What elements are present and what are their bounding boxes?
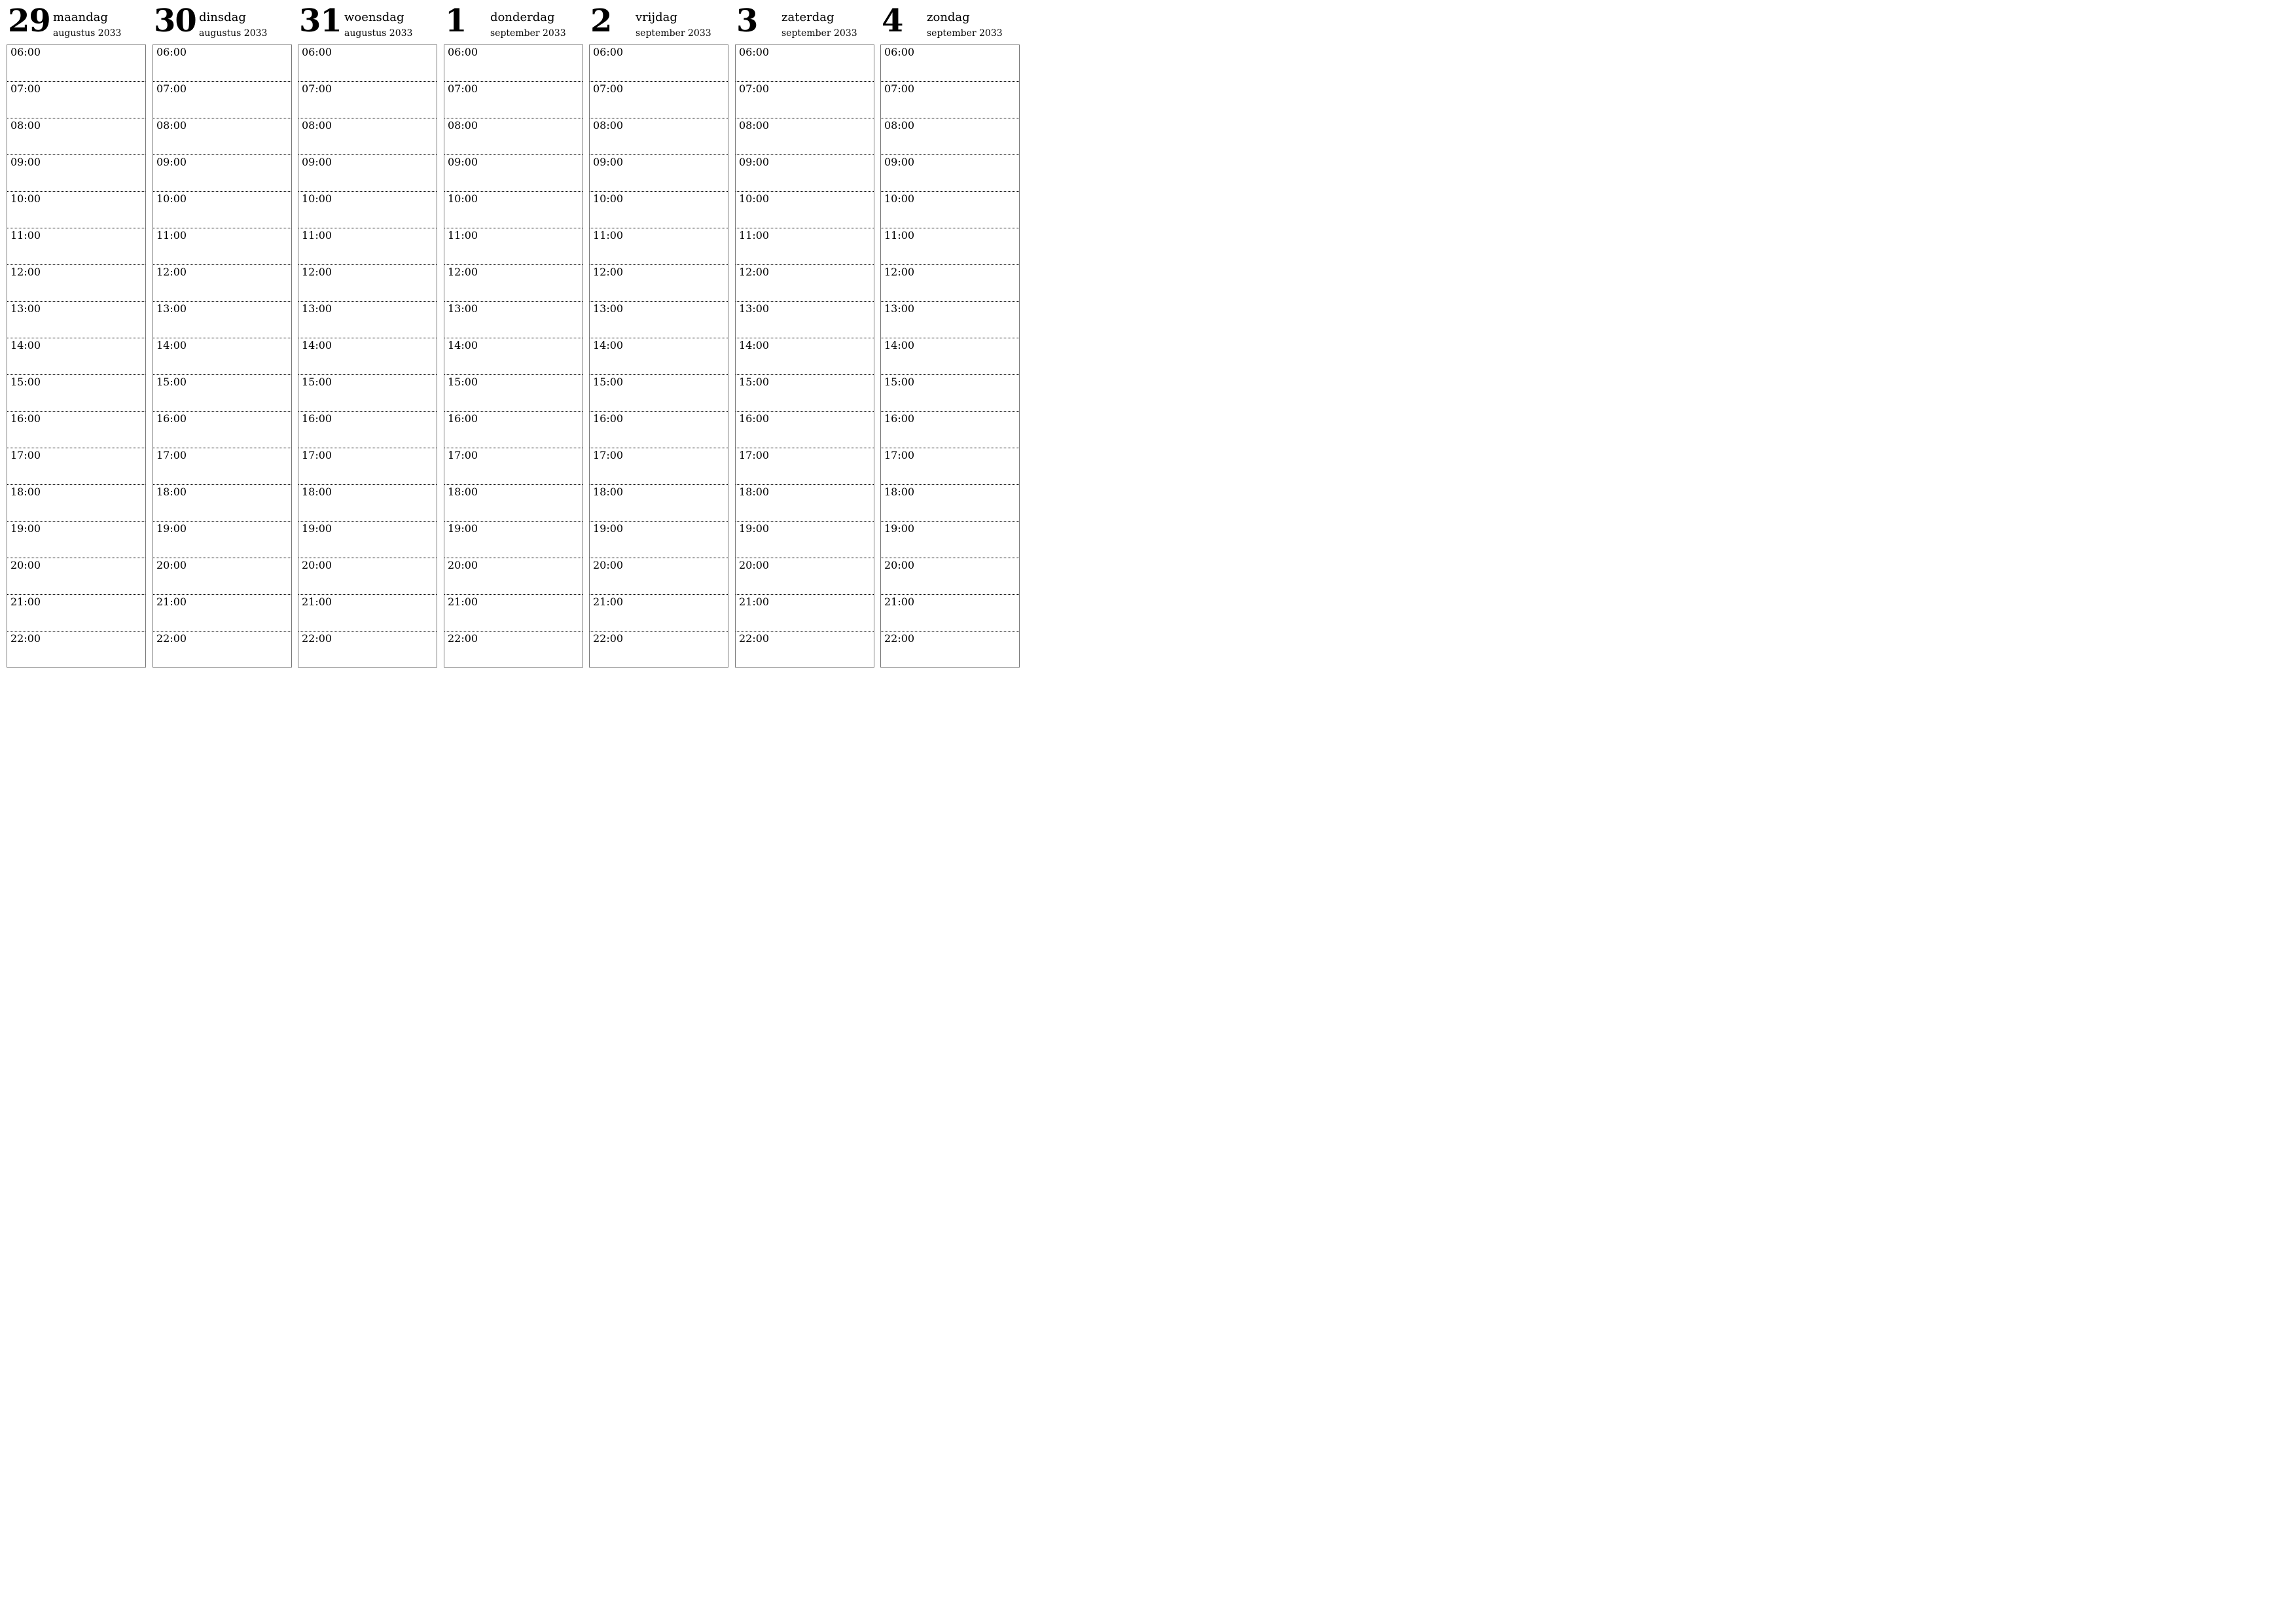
day-header — [735, 0, 874, 45]
hour-label: 18:00 — [593, 486, 624, 498]
hour-label: 20:00 — [10, 559, 41, 571]
hour-label: 21:00 — [739, 596, 770, 608]
hour-label: 16:00 — [593, 412, 624, 425]
hour-label: 17:00 — [884, 449, 915, 461]
hour-slot[interactable] — [881, 522, 1019, 558]
hour-label: 06:00 — [739, 46, 770, 58]
hour-label: 13:00 — [884, 302, 915, 315]
day-column — [7, 0, 146, 671]
hour-slot[interactable] — [881, 82, 1019, 118]
hour-label: 08:00 — [10, 119, 41, 132]
month-year: september 2033 — [636, 28, 711, 39]
month-year: september 2033 — [490, 28, 566, 39]
hour-label: 21:00 — [593, 596, 624, 608]
hour-grid — [298, 45, 437, 668]
hour-slot[interactable] — [444, 558, 583, 595]
hour-slot[interactable] — [881, 118, 1019, 155]
hour-label: 15:00 — [156, 376, 187, 388]
hour-slot[interactable] — [444, 448, 583, 485]
hour-label: 19:00 — [156, 522, 187, 535]
hour-label: 15:00 — [739, 376, 770, 388]
hour-slot[interactable] — [736, 118, 874, 155]
hour-label: 11:00 — [156, 229, 187, 241]
hour-label: 11:00 — [739, 229, 770, 241]
hour-slot[interactable] — [736, 558, 874, 595]
hour-label: 12:00 — [884, 266, 915, 278]
day-number: 4 — [882, 3, 903, 39]
hour-label: 13:00 — [156, 302, 187, 315]
hour-label: 21:00 — [10, 596, 41, 608]
hour-slot[interactable] — [298, 448, 437, 485]
hour-slot[interactable] — [444, 595, 583, 632]
hour-slot[interactable] — [298, 595, 437, 632]
hour-slot[interactable] — [736, 412, 874, 448]
hour-label: 22:00 — [302, 632, 332, 645]
hour-slot[interactable] — [444, 485, 583, 522]
hour-slot[interactable] — [444, 45, 583, 82]
hour-slot[interactable] — [298, 522, 437, 558]
hour-slot[interactable] — [153, 338, 291, 375]
month-year: augustus 2033 — [53, 28, 122, 39]
hour-slot[interactable] — [7, 558, 145, 595]
hour-slot[interactable] — [298, 45, 437, 82]
hour-label: 16:00 — [302, 412, 332, 425]
hour-label: 09:00 — [302, 156, 332, 168]
hour-slot[interactable] — [153, 558, 291, 595]
hour-label: 13:00 — [593, 302, 624, 315]
month-year: september 2033 — [927, 28, 1003, 39]
hour-slot[interactable] — [881, 155, 1019, 192]
hour-slot[interactable] — [736, 45, 874, 82]
hour-label: 10:00 — [10, 192, 41, 205]
hour-label: 10:00 — [593, 192, 624, 205]
hour-label: 22:00 — [884, 632, 915, 645]
hour-slot[interactable] — [7, 448, 145, 485]
hour-label: 17:00 — [593, 449, 624, 461]
hour-slot[interactable] — [736, 155, 874, 192]
hour-label: 08:00 — [593, 119, 624, 132]
hour-slot[interactable] — [590, 375, 728, 412]
hour-label: 10:00 — [739, 192, 770, 205]
hour-label: 09:00 — [884, 156, 915, 168]
hour-slot[interactable] — [881, 558, 1019, 595]
hour-slot[interactable] — [590, 228, 728, 265]
hour-label: 16:00 — [448, 412, 478, 425]
hour-slot[interactable] — [736, 265, 874, 302]
hour-label: 18:00 — [156, 486, 187, 498]
hour-label: 13:00 — [448, 302, 478, 315]
hour-slot[interactable] — [298, 558, 437, 595]
hour-label: 21:00 — [448, 596, 478, 608]
hour-slot[interactable] — [153, 595, 291, 632]
hour-label: 22:00 — [156, 632, 187, 645]
hour-label: 13:00 — [10, 302, 41, 315]
hour-label: 15:00 — [448, 376, 478, 388]
hour-label: 22:00 — [448, 632, 478, 645]
hour-slot[interactable] — [590, 118, 728, 155]
hour-label: 10:00 — [884, 192, 915, 205]
hour-slot[interactable] — [298, 338, 437, 375]
hour-label: 08:00 — [448, 119, 478, 132]
day-column — [444, 0, 583, 671]
weekday-name: zaterdag — [781, 10, 834, 24]
hour-label: 19:00 — [302, 522, 332, 535]
hour-slot[interactable] — [736, 522, 874, 558]
hour-label: 20:00 — [448, 559, 478, 571]
hour-slot[interactable] — [881, 375, 1019, 412]
hour-slot[interactable] — [298, 228, 437, 265]
hour-label: 11:00 — [302, 229, 332, 241]
hour-slot[interactable] — [590, 192, 728, 228]
hour-label: 18:00 — [10, 486, 41, 498]
day-column — [298, 0, 437, 671]
hour-slot[interactable] — [7, 45, 145, 82]
hour-label: 09:00 — [593, 156, 624, 168]
hour-slot[interactable] — [736, 485, 874, 522]
hour-slot[interactable] — [736, 192, 874, 228]
hour-label: 14:00 — [739, 339, 770, 351]
hour-label: 21:00 — [156, 596, 187, 608]
hour-slot[interactable] — [7, 228, 145, 265]
hour-label: 22:00 — [739, 632, 770, 645]
day-number: 3 — [736, 3, 758, 39]
weekday-name: donderdag — [490, 10, 555, 24]
hour-slot[interactable] — [298, 118, 437, 155]
hour-slot[interactable] — [153, 155, 291, 192]
hour-slot[interactable] — [298, 485, 437, 522]
weekly-planner — [7, 0, 1020, 671]
hour-label: 21:00 — [884, 596, 915, 608]
day-number: 2 — [590, 3, 612, 39]
hour-slot[interactable] — [7, 302, 145, 338]
hour-label: 17:00 — [10, 449, 41, 461]
hour-label: 09:00 — [156, 156, 187, 168]
weekday-name: woensdag — [344, 10, 404, 24]
hour-slot[interactable] — [153, 375, 291, 412]
hour-grid — [444, 45, 583, 668]
hour-slot[interactable] — [153, 522, 291, 558]
hour-label: 11:00 — [10, 229, 41, 241]
hour-slot[interactable] — [298, 302, 437, 338]
hour-slot[interactable] — [444, 522, 583, 558]
hour-slot[interactable] — [153, 82, 291, 118]
hour-slot[interactable] — [736, 302, 874, 338]
hour-label: 09:00 — [448, 156, 478, 168]
hour-slot[interactable] — [444, 192, 583, 228]
hour-slot[interactable] — [881, 192, 1019, 228]
hour-label: 19:00 — [448, 522, 478, 535]
hour-slot[interactable] — [298, 412, 437, 448]
hour-slot[interactable] — [298, 265, 437, 302]
hour-slot[interactable] — [7, 632, 145, 668]
day-number: 1 — [445, 3, 467, 39]
hour-slot[interactable] — [881, 485, 1019, 522]
day-column — [589, 0, 728, 671]
hour-slot[interactable] — [444, 118, 583, 155]
month-year: september 2033 — [781, 28, 857, 39]
hour-slot[interactable] — [7, 595, 145, 632]
hour-grid — [152, 45, 292, 668]
hour-label: 15:00 — [593, 376, 624, 388]
hour-label: 11:00 — [448, 229, 478, 241]
hour-slot[interactable] — [153, 448, 291, 485]
hour-label: 19:00 — [884, 522, 915, 535]
hour-slot[interactable] — [881, 338, 1019, 375]
hour-slot[interactable] — [736, 228, 874, 265]
hour-slot[interactable] — [153, 192, 291, 228]
hour-label: 11:00 — [593, 229, 624, 241]
hour-slot[interactable] — [7, 118, 145, 155]
day-number: 31 — [299, 3, 342, 39]
hour-slot[interactable] — [590, 302, 728, 338]
hour-label: 17:00 — [739, 449, 770, 461]
hour-slot[interactable] — [444, 82, 583, 118]
hour-slot[interactable] — [590, 155, 728, 192]
hour-slot[interactable] — [444, 155, 583, 192]
hour-label: 10:00 — [302, 192, 332, 205]
hour-label: 17:00 — [448, 449, 478, 461]
day-column — [880, 0, 1020, 671]
hour-slot[interactable] — [444, 338, 583, 375]
day-header — [7, 0, 146, 45]
hour-label: 07:00 — [739, 82, 770, 95]
hour-grid — [589, 45, 728, 668]
hour-label: 22:00 — [593, 632, 624, 645]
hour-label: 19:00 — [10, 522, 41, 535]
hour-grid — [880, 45, 1020, 668]
hour-slot[interactable] — [7, 375, 145, 412]
hour-label: 16:00 — [884, 412, 915, 425]
hour-slot[interactable] — [7, 155, 145, 192]
hour-label: 20:00 — [739, 559, 770, 571]
hour-slot[interactable] — [444, 265, 583, 302]
hour-slot[interactable] — [590, 522, 728, 558]
hour-label: 15:00 — [884, 376, 915, 388]
hour-slot[interactable] — [153, 228, 291, 265]
hour-label: 20:00 — [884, 559, 915, 571]
hour-label: 07:00 — [10, 82, 41, 95]
month-year: augustus 2033 — [344, 28, 413, 39]
hour-slot[interactable] — [7, 485, 145, 522]
hour-label: 06:00 — [156, 46, 187, 58]
hour-label: 22:00 — [10, 632, 41, 645]
hour-label: 20:00 — [156, 559, 187, 571]
hour-slot[interactable] — [444, 375, 583, 412]
hour-slot[interactable] — [444, 302, 583, 338]
hour-label: 12:00 — [593, 266, 624, 278]
hour-label: 07:00 — [302, 82, 332, 95]
hour-label: 13:00 — [739, 302, 770, 315]
hour-label: 15:00 — [302, 376, 332, 388]
hour-slot[interactable] — [590, 338, 728, 375]
hour-label: 21:00 — [302, 596, 332, 608]
hour-slot[interactable] — [590, 265, 728, 302]
hour-label: 14:00 — [884, 339, 915, 351]
hour-slot[interactable] — [7, 412, 145, 448]
hour-slot[interactable] — [881, 448, 1019, 485]
hour-label: 20:00 — [302, 559, 332, 571]
hour-label: 10:00 — [156, 192, 187, 205]
hour-label: 16:00 — [156, 412, 187, 425]
day-header — [298, 0, 437, 45]
hour-label: 14:00 — [448, 339, 478, 351]
month-year: augustus 2033 — [199, 28, 268, 39]
hour-slot[interactable] — [736, 595, 874, 632]
hour-slot[interactable] — [590, 485, 728, 522]
hour-label: 17:00 — [302, 449, 332, 461]
hour-slot[interactable] — [881, 228, 1019, 265]
hour-slot[interactable] — [881, 595, 1019, 632]
hour-slot[interactable] — [153, 265, 291, 302]
hour-slot[interactable] — [590, 558, 728, 595]
hour-label: 06:00 — [448, 46, 478, 58]
hour-label: 09:00 — [10, 156, 41, 168]
weekday-name: dinsdag — [199, 10, 246, 24]
hour-label: 06:00 — [302, 46, 332, 58]
hour-slot[interactable] — [444, 632, 583, 668]
hour-label: 14:00 — [10, 339, 41, 351]
hour-slot[interactable] — [7, 338, 145, 375]
hour-slot[interactable] — [298, 82, 437, 118]
hour-slot[interactable] — [590, 632, 728, 668]
hour-label: 16:00 — [739, 412, 770, 425]
day-header — [152, 0, 292, 45]
hour-label: 17:00 — [156, 449, 187, 461]
hour-label: 06:00 — [10, 46, 41, 58]
hour-slot[interactable] — [590, 595, 728, 632]
hour-slot[interactable] — [736, 375, 874, 412]
hour-slot[interactable] — [153, 118, 291, 155]
hour-slot[interactable] — [7, 522, 145, 558]
hour-label: 20:00 — [593, 559, 624, 571]
hour-label: 15:00 — [10, 376, 41, 388]
weekday-name: vrijdag — [636, 10, 677, 24]
hour-label: 12:00 — [739, 266, 770, 278]
hour-slot[interactable] — [7, 82, 145, 118]
hour-label: 12:00 — [448, 266, 478, 278]
hour-label: 19:00 — [739, 522, 770, 535]
weekday-name: zondag — [927, 10, 970, 24]
hour-slot[interactable] — [881, 265, 1019, 302]
hour-label: 06:00 — [884, 46, 915, 58]
hour-slot[interactable] — [736, 448, 874, 485]
hour-label: 06:00 — [593, 46, 624, 58]
hour-label: 08:00 — [884, 119, 915, 132]
hour-slot[interactable] — [736, 338, 874, 375]
hour-label: 07:00 — [884, 82, 915, 95]
hour-slot[interactable] — [298, 632, 437, 668]
hour-slot[interactable] — [153, 45, 291, 82]
hour-label: 19:00 — [593, 522, 624, 535]
hour-label: 18:00 — [739, 486, 770, 498]
hour-label: 14:00 — [593, 339, 624, 351]
hour-slot[interactable] — [590, 45, 728, 82]
hour-slot[interactable] — [153, 302, 291, 338]
hour-slot[interactable] — [736, 82, 874, 118]
hour-label: 14:00 — [302, 339, 332, 351]
day-column — [735, 0, 874, 671]
weekday-name: maandag — [53, 10, 108, 24]
hour-label: 12:00 — [10, 266, 41, 278]
day-column — [152, 0, 292, 671]
hour-label: 18:00 — [884, 486, 915, 498]
hour-label: 09:00 — [739, 156, 770, 168]
hour-slot[interactable] — [881, 412, 1019, 448]
hour-slot[interactable] — [444, 228, 583, 265]
hour-slot[interactable] — [7, 265, 145, 302]
hour-label: 12:00 — [156, 266, 187, 278]
day-number: 29 — [8, 3, 50, 39]
hour-label: 14:00 — [156, 339, 187, 351]
hour-slot[interactable] — [7, 192, 145, 228]
hour-label: 08:00 — [739, 119, 770, 132]
hour-label: 07:00 — [593, 82, 624, 95]
hour-slot[interactable] — [881, 632, 1019, 668]
hour-label: 13:00 — [302, 302, 332, 315]
hour-slot[interactable] — [298, 192, 437, 228]
hour-label: 16:00 — [10, 412, 41, 425]
day-header — [444, 0, 583, 45]
hour-label: 08:00 — [156, 119, 187, 132]
hour-label: 18:00 — [448, 486, 478, 498]
day-header — [880, 0, 1020, 45]
hour-slot[interactable] — [590, 412, 728, 448]
day-header — [589, 0, 728, 45]
hour-slot[interactable] — [153, 632, 291, 668]
hour-slot[interactable] — [444, 412, 583, 448]
hour-label: 11:00 — [884, 229, 915, 241]
hour-label: 10:00 — [448, 192, 478, 205]
hour-slot[interactable] — [153, 485, 291, 522]
hour-slot[interactable] — [881, 45, 1019, 82]
hour-slot[interactable] — [153, 412, 291, 448]
hour-label: 08:00 — [302, 119, 332, 132]
hour-slot[interactable] — [590, 448, 728, 485]
hour-grid — [7, 45, 146, 668]
hour-slot[interactable] — [736, 632, 874, 668]
hour-label: 07:00 — [156, 82, 187, 95]
hour-slot[interactable] — [590, 82, 728, 118]
hour-slot[interactable] — [298, 375, 437, 412]
hour-slot[interactable] — [881, 302, 1019, 338]
hour-label: 12:00 — [302, 266, 332, 278]
day-number: 30 — [154, 3, 196, 39]
hour-slot[interactable] — [298, 155, 437, 192]
hour-grid — [735, 45, 874, 668]
hour-label: 18:00 — [302, 486, 332, 498]
hour-label: 07:00 — [448, 82, 478, 95]
